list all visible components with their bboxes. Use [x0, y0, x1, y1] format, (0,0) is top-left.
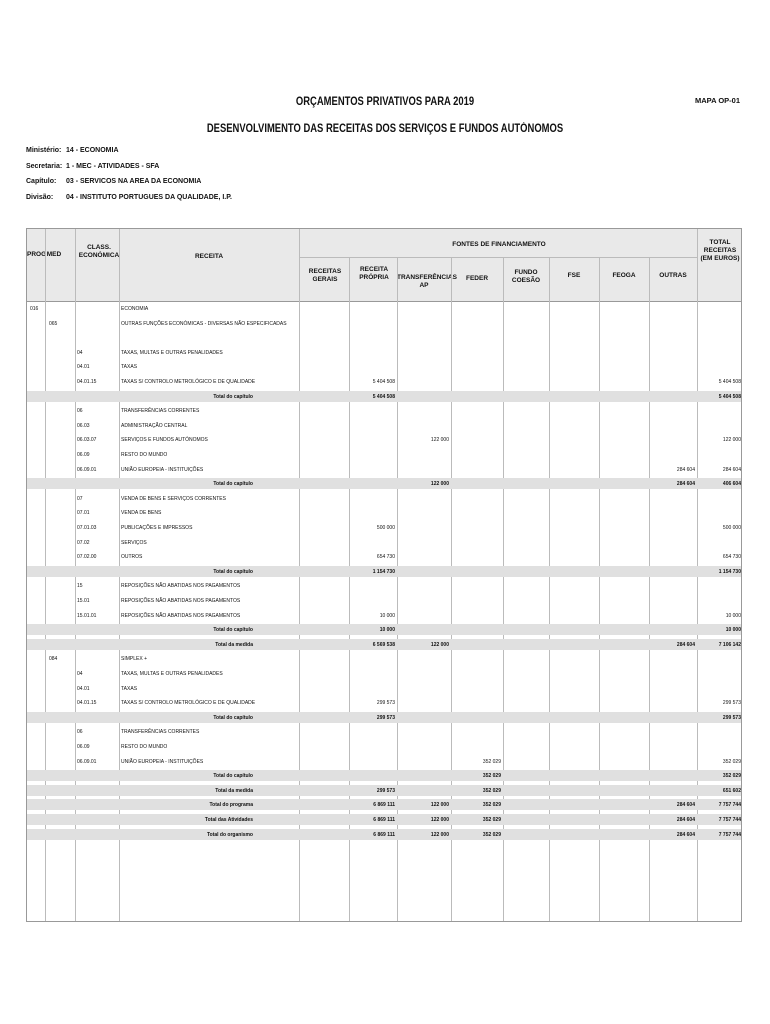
table-row: [27, 303, 741, 315]
cell-class: 06.09.01: [77, 758, 97, 765]
meta-row-divisao: [26, 194, 232, 210]
table-row: [27, 405, 741, 417]
cell-receita: TAXAS: [121, 364, 138, 371]
cell-receita-propria: 299 573: [376, 700, 395, 707]
meta-label: Capítulo:: [26, 178, 57, 185]
table-row: [27, 610, 741, 622]
cell-receita-propria: 299 573: [376, 787, 395, 794]
cell-class: 15.01: [77, 598, 90, 604]
cell-feder: 352 029: [482, 831, 501, 838]
cell-receita: PUBLICAÇÕES E IMPRESSOS: [121, 525, 193, 531]
table-row: [27, 726, 741, 738]
cell-receita: OUTROS: [121, 554, 143, 561]
col-fundo-coesao-header: FUNDO COESÃO: [511, 269, 541, 284]
meta-row-secretaria: [26, 163, 232, 179]
cell-receita: TRANSFERÊNCIAS CORRENTES: [121, 408, 200, 415]
table-row: [27, 493, 741, 505]
total-label: Total do programa: [209, 802, 253, 809]
report-metadata: [26, 147, 232, 209]
cell-class: 04.01.15: [77, 700, 97, 707]
meta-value: 14 - ECONOMIA: [66, 147, 119, 154]
cell-total: 651 602: [722, 787, 741, 794]
cell-class: 04: [77, 349, 83, 356]
cell-outras: 284 604: [676, 481, 695, 488]
cell-total: 1 154 730: [718, 568, 741, 575]
cell-total: 654 730: [722, 554, 741, 561]
total-label: Total do capítulo: [213, 481, 253, 488]
table-row: [27, 522, 741, 534]
cell-receita-propria: 10 000: [379, 627, 395, 634]
total-label: Total do capítulo: [213, 714, 253, 721]
total-row: [27, 785, 741, 796]
cell-receita: UNIÃO EUROPEIA - INSTITUIÇÕES: [121, 758, 204, 765]
cell-receita: TAXAS S/ CONTROLO METROLÓGICO E DE QUALIDADE: [121, 700, 256, 707]
cell-receita: UNIÃO EUROPEIA - INSTITUIÇÕES: [121, 466, 204, 473]
cell-outras: 284 604: [676, 831, 695, 838]
table-header: [27, 229, 741, 302]
meta-row-capitulo: [26, 178, 232, 194]
cell-feder: 352 029: [482, 802, 501, 809]
cell-total: 352 029: [722, 773, 741, 780]
cell-total: 500 000: [722, 525, 741, 531]
table-row: [27, 434, 741, 446]
total-row: [27, 770, 741, 781]
cell-outras: 284 604: [676, 802, 695, 809]
cell-receita-propria: 6 869 111: [373, 817, 395, 823]
cell-receita: ADMINISTRAÇÃO CENTRAL: [121, 422, 188, 429]
cell-receita-propria: 6 869 111: [373, 802, 395, 809]
cell-receita: RESTO DO MUNDO: [121, 744, 168, 750]
revenue-table: [26, 228, 742, 922]
total-row: [27, 624, 741, 635]
col-med-header: MED: [46, 251, 62, 258]
total-label: Total do capítulo: [213, 773, 253, 780]
cell-class: 04.01: [77, 685, 90, 692]
table-row: [27, 697, 741, 709]
cell-receita-propria: 5 404 508: [372, 393, 395, 400]
cell-total: 284 604: [722, 466, 741, 473]
cell-feder: 352 029: [482, 758, 501, 765]
meta-label: Ministério:: [26, 147, 62, 154]
total-row: [27, 391, 741, 402]
cell-med: 065: [49, 320, 58, 327]
cell-receita: REPOSIÇÕES NÃO ABATIDAS NOS PAGAMENTOS: [121, 612, 241, 619]
cell-class: 06.03: [77, 422, 90, 429]
cell-total: 7 757 744: [718, 817, 741, 823]
cell-receita: REPOSIÇÕES NÃO ABATIDAS NOS PAGAMENTOS: [121, 598, 241, 604]
cell-class: 15.01.01: [77, 612, 97, 619]
total-label: Total da medida: [215, 787, 253, 794]
meta-label: Divisão:: [26, 193, 54, 201]
cell-total: 122 000: [722, 437, 741, 444]
cell-receita-propria: 6 869 111: [373, 831, 395, 838]
cell-outras: 284 604: [676, 641, 695, 648]
total-label: Total da medida: [215, 641, 253, 648]
total-row: [27, 712, 741, 723]
cell-class: 04: [77, 671, 83, 677]
total-label: Total do capítulo: [213, 568, 253, 575]
total-row: [27, 814, 741, 825]
cell-receita-propria: 10 000: [379, 612, 395, 619]
cell-class: 06: [77, 408, 83, 415]
table-row: [27, 318, 741, 330]
cell-total: 299 573: [722, 714, 741, 721]
map-code: MAPA OP-01: [694, 96, 740, 105]
cell-receita: SIMPLEX +: [121, 656, 147, 663]
cell-receita: SERVIÇOS E FUNDOS AUTÓNOMOS: [121, 437, 208, 444]
col-receitas-gerais-header: RECEITAS GERAIS: [308, 268, 342, 283]
total-label: Total do capítulo: [213, 627, 253, 634]
cell-outras: 284 604: [676, 466, 695, 473]
cell-med: 084: [49, 656, 58, 663]
cell-feder: 352 029: [482, 817, 501, 823]
cell-class: 06.09.01: [77, 466, 97, 473]
table-row: [27, 756, 741, 768]
total-label: Total do organismo: [206, 831, 253, 838]
col-class-header: CLASS. ECONÓMICA: [78, 244, 120, 259]
cell-receita: RESTO DO MUNDO: [121, 452, 168, 458]
table-row: [27, 376, 741, 388]
cell-transferencias: 122 000: [430, 817, 449, 823]
table-row: [27, 653, 741, 665]
cell-receita: TAXAS, MULTAS E OUTRAS PENALIDADES: [121, 349, 223, 356]
col-receita-header: RECEITA: [194, 253, 224, 260]
cell-total: 352 029: [722, 758, 741, 765]
cell-class: 06.09: [77, 452, 90, 458]
total-label: Total das Atividades: [204, 817, 253, 823]
meta-row-ministerio: [26, 147, 232, 163]
cell-feder: 352 029: [482, 787, 501, 794]
cell-prog: 016: [30, 306, 39, 312]
cell-total: 406 604: [722, 481, 741, 488]
cell-receita-propria: 5 404 508: [372, 379, 395, 385]
cell-total: 5 404 508: [718, 393, 741, 400]
meta-value: 03 - SERVICOS NA AREA DA ECONOMIA: [66, 178, 202, 185]
table-row: [27, 580, 741, 592]
meta-value: 04 - INSTITUTO PORTUGUES DA QUALIDADE, I.P.: [66, 193, 232, 201]
cell-class: 06.03.07: [77, 437, 97, 444]
col-fontes-header: FONTES DE FINANCIAMENTO: [452, 241, 546, 248]
cell-total: 299 573: [722, 700, 741, 707]
cell-receita: VENDA DE BENS E SERVIÇOS CORRENTES: [121, 495, 226, 502]
cell-receita-propria: 299 573: [376, 714, 395, 721]
cell-outras: 284 604: [676, 817, 695, 823]
total-row: [27, 799, 741, 810]
cell-class: 06.09: [77, 744, 90, 750]
cell-receita: TAXAS S/ CONTROLO METROLÓGICO E DE QUALIDADE: [121, 379, 256, 385]
cell-receita-propria: 500 000: [376, 525, 395, 531]
meta-value: 1 - MEC - ATIVIDADES - SFA: [66, 162, 160, 170]
cell-transferencias: 122 000: [430, 481, 449, 488]
cell-receita: TAXAS, MULTAS E OUTRAS PENALIDADES: [121, 671, 223, 677]
col-fse-header: FSE: [567, 272, 581, 279]
cell-class: 06: [77, 729, 83, 736]
cell-receita: VENDA DE BENS: [121, 510, 162, 517]
cell-receita-propria: 654 730: [376, 554, 395, 561]
table-row: [27, 449, 741, 461]
cell-receita-propria: 1 154 730: [372, 568, 395, 575]
cell-receita: TAXAS: [121, 685, 138, 692]
table-row: [27, 464, 741, 476]
table-row: [27, 420, 741, 432]
table-row: [27, 683, 741, 695]
cell-total: 7 757 744: [718, 831, 741, 838]
col-feoga-header: FEOGA: [612, 272, 636, 279]
cell-transferencias: 122 000: [430, 831, 449, 838]
cell-receita: REPOSIÇÕES NÃO ABATIDAS NOS PAGAMENTOS: [121, 583, 241, 590]
table-row: [27, 668, 741, 680]
meta-label: Secretaria:: [26, 162, 63, 170]
cell-transferencias: 122 000: [430, 641, 449, 648]
col-feder-header: FEDER: [465, 275, 489, 282]
report-title: ORÇAMENTOS PRIVATIVOS PARA 2019: [295, 96, 475, 108]
col-transferencias-header: TRANSFERÊNCIAS AP: [397, 274, 457, 289]
cell-total: 5 404 508: [718, 379, 741, 385]
total-row: [27, 566, 741, 577]
total-row: [27, 829, 741, 840]
col-total-header: TOTAL RECEITAS (EM EUROS): [700, 239, 740, 262]
total-row: [27, 639, 741, 650]
table-row: [27, 741, 741, 753]
cell-receita: SERVIÇOS: [121, 539, 147, 546]
col-outras-header: OUTRAS: [659, 272, 687, 279]
report-subtitle: DESENVOLVIMENTO DAS RECEITAS DOS SERVIÇOS E FUNDOS AUTÓNOMOS: [206, 123, 564, 135]
col-receita-propria-header: RECEITA PRÓPRIA: [359, 266, 389, 281]
cell-class: 04.01: [77, 364, 90, 371]
cell-receita: OUTRAS FUNÇÕES ECONÓMICAS - DIVERSAS NÃO ESPECIFICADAS: [121, 320, 287, 327]
cell-transferencias: 122 000: [430, 437, 449, 444]
table-row: [27, 507, 741, 519]
table-row: [27, 537, 741, 549]
cell-transferencias: 122 000: [430, 802, 449, 809]
total-row: [27, 478, 741, 489]
table-row: [27, 347, 741, 359]
cell-total: 10 000: [725, 612, 741, 619]
cell-total: 7 757 744: [718, 802, 741, 809]
total-label: Total do capítulo: [213, 393, 253, 400]
cell-class: 07.01: [77, 510, 90, 517]
cell-total: 10 000: [725, 627, 741, 634]
cell-class: 07.02.00: [77, 554, 97, 561]
table-row: [27, 332, 741, 344]
cell-class: 07: [77, 495, 83, 502]
cell-receita: ECONOMIA: [121, 306, 149, 312]
cell-class: 07.01.03: [77, 525, 97, 531]
cell-feder: 352 029: [482, 773, 501, 780]
cell-class: 04.01.15: [77, 379, 97, 385]
table-row: [27, 361, 741, 373]
table-row: [27, 551, 741, 563]
table-row: [27, 595, 741, 607]
col-prog-header: PROG: [27, 251, 47, 258]
cell-receita-propria: 6 569 538: [372, 641, 395, 648]
cell-class: 15: [77, 583, 83, 590]
cell-total: 7 106 142: [718, 641, 741, 648]
cell-receita: TRANSFERÊNCIAS CORRENTES: [121, 729, 200, 736]
cell-class: 07.02: [77, 539, 90, 546]
